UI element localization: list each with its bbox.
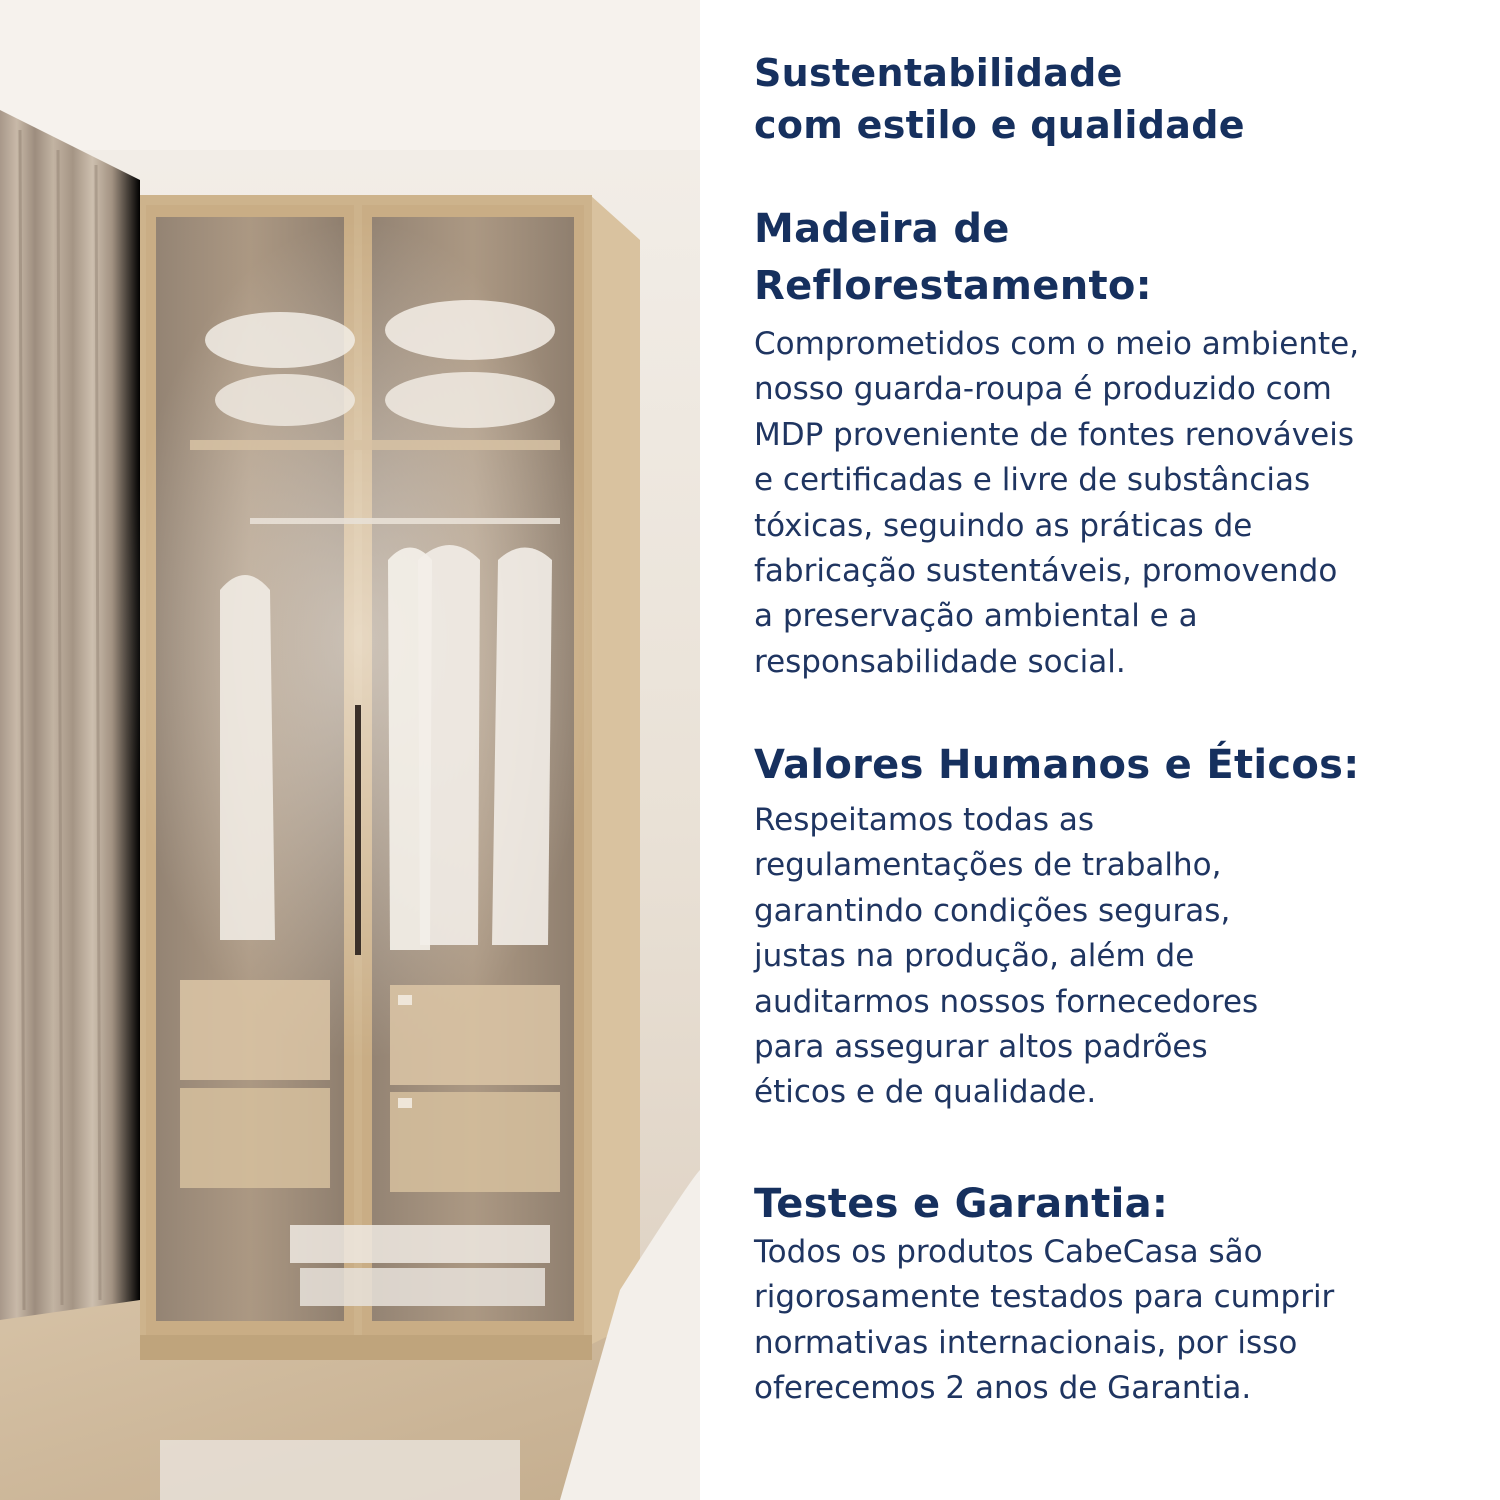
text-panel (700, 0, 1500, 1500)
section-title-valores: Valores Humanos e Éticos: (754, 742, 1360, 788)
section-title-madeira: Madeira de Reflorestamento: (754, 206, 1152, 309)
main-title: Sustentabilidade com estilo e qualidade (754, 51, 1245, 147)
section-body-madeira: Comprometidos com o meio ambiente, nosso guarda-roupa é produzido com MDP proveniente de fontes renováveis e certificadas e livre de substâncias tóxicas, seguindo as práticas de fabricação sustentáveis, promovendo a preservação ambiental e a responsabilidade social. (754, 326, 1360, 680)
wardrobe-illustration (0, 0, 700, 1500)
section-body-testes: Todos os produtos CabeCasa são rigorosamente testados para cumprir normativas internacionais, por isso oferecemos 2 anos de Garantia. (754, 1234, 1335, 1407)
section-body-valores: Respeitamos todas as regulamentações de trabalho, garantindo condições seguras, justas na produção, além de auditarmos nossos fornecedores para assegurar altos padrões éticos e de qualidade. (754, 802, 1259, 1111)
section-title-testes: Testes e Garantia: (754, 1181, 1169, 1227)
product-photo (0, 0, 700, 1500)
